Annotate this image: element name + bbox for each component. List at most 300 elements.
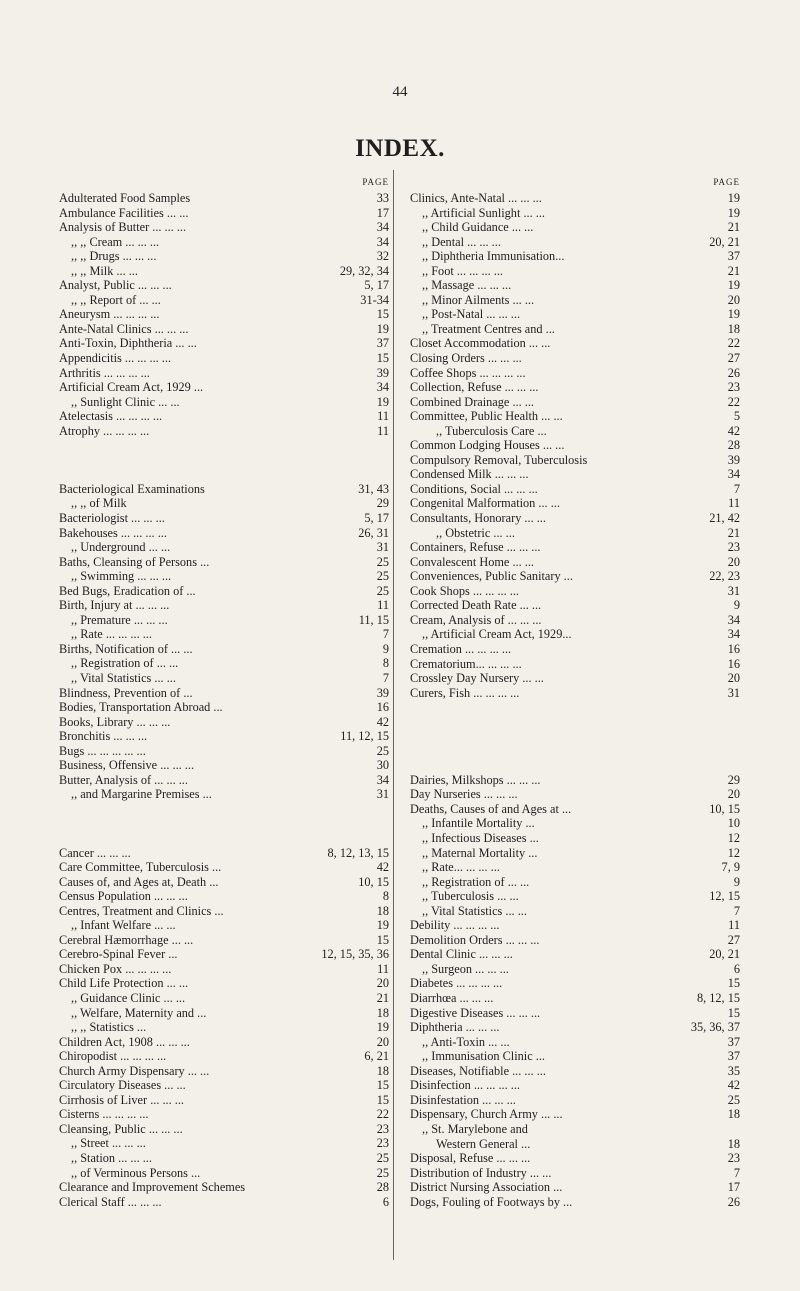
index-entry-label: Convalescent Home ... ... (410, 554, 534, 569)
index-entry (410, 846, 740, 861)
index-entry-label: Chicken Pox ... ... ... ... (59, 961, 172, 976)
index-entry-page: 12, 15, 35, 36 (318, 947, 389, 962)
index-entry-label: Ambulance Facilities ... ... (59, 205, 189, 220)
index-entry-page: 18 (725, 1137, 740, 1152)
index-entry-page: 29 (725, 773, 740, 788)
index-entry (59, 933, 389, 948)
index-entry-page: 18 (725, 1107, 740, 1122)
section-gap (410, 700, 740, 744)
index-entry (59, 904, 389, 919)
index-entry-page: 19 (725, 307, 740, 322)
index-entry (59, 526, 389, 541)
index-entry-page: 22 (725, 336, 740, 351)
index-entry-page: 21 (725, 264, 740, 279)
index-entry (410, 875, 740, 890)
index-entry (410, 249, 740, 264)
index-entry-label: Demolition Orders ... ... ... (410, 932, 540, 947)
index-entry-page: 6, 21 (361, 1049, 389, 1064)
index-entry-page: 20, 21 (706, 947, 740, 962)
index-entry-page: 23 (374, 1122, 389, 1137)
index-entry (410, 1093, 740, 1108)
index-entry-page: 34 (374, 380, 389, 395)
index-entry-page: 9 (731, 875, 740, 890)
index-entry (59, 976, 389, 991)
index-entry (410, 627, 740, 642)
index-entry-label: Bronchitis ... ... ... (59, 729, 148, 744)
index-entry (410, 438, 740, 453)
index-entry-label: Clinics, Ante-Natal ... ... ... (410, 191, 542, 205)
index-entry-label: Books, Library ... ... ... (59, 714, 171, 729)
page-heading-label: PAGE (713, 177, 740, 187)
index-entry (59, 846, 389, 861)
index-entry (410, 613, 740, 628)
index-entry (59, 191, 389, 206)
index-entry-page: 18 (374, 904, 389, 919)
page-number: 44 (392, 84, 408, 100)
index-entry-page: 20 (725, 787, 740, 802)
index-entry-label: Centres, Treatment and Clinics ... (59, 903, 224, 918)
index-entry (59, 642, 389, 657)
index-entry (59, 1166, 389, 1181)
index-entry-page: 11, 12, 15 (337, 729, 389, 744)
index-entry-page: 6 (731, 962, 740, 977)
index-entry (59, 947, 389, 962)
index-entry-label: Crematorium... ... ... ... (410, 656, 522, 671)
index-entry-label: Digestive Diseases ... ... ... (410, 1005, 541, 1020)
index-entry-page: 27 (725, 351, 740, 366)
index-entry-page: 20 (725, 293, 740, 308)
index-entry-page: 10, 15 (706, 802, 740, 817)
index-entry-label: ,, Registration of ... ... (422, 874, 530, 889)
index-entry-page: 25 (374, 584, 389, 599)
index-entry-page: 20 (725, 671, 740, 686)
index-entry-label: Dogs, Fouling of Footways by ... (410, 1194, 573, 1209)
index-entry-label: ,, Artificial Cream Act, 1929... (422, 627, 572, 642)
index-entry-page: 10, 15 (355, 875, 389, 890)
index-entry-label: ,, ,, Statistics ... (71, 1020, 147, 1035)
index-entry (59, 671, 389, 686)
index-column-left (59, 175, 389, 1209)
index-entry-page: 20 (374, 976, 389, 991)
index-entry (59, 278, 389, 293)
index-entry (59, 1006, 389, 1021)
index-entry-page: 11 (725, 918, 740, 933)
index-entry-page: 19 (374, 1020, 389, 1035)
index-entry-page: 37 (725, 1049, 740, 1064)
index-entry-label: Diseases, Notifiable ... ... ... (410, 1063, 546, 1078)
index-entry-label: Common Lodging Houses ... ... (410, 438, 565, 453)
index-entry (59, 336, 389, 351)
index-entry-page: 26 (725, 1195, 740, 1210)
index-entry-label: ,, ,, of Milk (71, 496, 127, 511)
index-entry (59, 220, 389, 235)
index-entry-page: 39 (725, 453, 740, 468)
index-entry-label: Adulterated Food Samples (59, 191, 191, 205)
index-entry-label: ,, Rate... ... ... ... (422, 860, 500, 875)
index-entry-page: 39 (374, 366, 389, 381)
index-entry (59, 860, 389, 875)
index-entry-page: 34 (725, 613, 740, 628)
index-entry-page: 35 (725, 1064, 740, 1079)
index-entry-page: 5, 17 (361, 511, 389, 526)
index-entry-label: ,, Premature ... ... ... (71, 612, 168, 627)
index-entry-page: 15 (374, 351, 389, 366)
index-entry-page: 17 (725, 1180, 740, 1195)
index-entry (410, 467, 740, 482)
index-entry-label: Diabetes ... ... ... ... (410, 976, 503, 991)
index-entry-label: Bed Bugs, Eradication of ... (59, 583, 196, 598)
index-entry-page: 20, 21 (706, 235, 740, 250)
index-entry-label: Circulatory Diseases ... ... (59, 1078, 186, 1093)
index-entry-label: Crossley Day Nursery ... ... (410, 671, 544, 686)
index-entry-page: 7 (380, 627, 389, 642)
index-entry-label: Church Army Dispensary ... ... (59, 1063, 210, 1078)
index-entry-label: Anti-Toxin, Diphtheria ... ... (59, 336, 197, 351)
index-entry-label: ,, Minor Ailments ... ... (422, 292, 535, 307)
index-entry-page: 26 (725, 366, 740, 381)
index-entry-label: ,, Station ... ... ... (71, 1151, 152, 1165)
index-entry-label: ,, Anti-Toxin ... ... (422, 1034, 510, 1049)
index-entry (410, 191, 740, 206)
index-entry (59, 686, 389, 701)
index-entry-page: 42 (374, 860, 389, 875)
index-entry (410, 220, 740, 235)
index-entry (59, 1078, 389, 1093)
index-entry-label: Cisterns ... ... ... ... (59, 1107, 149, 1122)
index-entry (59, 744, 389, 759)
index-entry-page: 31 (374, 787, 389, 802)
index-entry-label: Butter, Analysis of ... ... ... (59, 772, 188, 787)
index-entry-label: ,, Surgeon ... ... ... (422, 961, 509, 976)
index-entry (410, 1195, 740, 1210)
index-entry (410, 569, 740, 584)
index-entry (410, 1107, 740, 1122)
index-entry (59, 700, 389, 715)
index-entry-page: 35, 36, 37 (688, 1020, 740, 1035)
index-entry-label: ,, Swimming ... ... ... (71, 569, 172, 584)
index-entry-label: Cleansing, Public ... ... ... (59, 1121, 183, 1136)
index-entry-label: ,, ,, Cream ... ... ... (71, 234, 160, 249)
index-entry-page: 19 (374, 918, 389, 933)
index-entry-page: 23 (725, 540, 740, 555)
index-entry-label: ,, of Verminous Persons ... (71, 1165, 201, 1180)
index-entry (410, 947, 740, 962)
index-title: INDEX. (355, 135, 445, 162)
index-entry (59, 424, 389, 439)
index-entry (410, 351, 740, 366)
index-entry (410, 526, 740, 541)
index-entry (410, 511, 740, 526)
index-entry-label: Ante-Natal Clinics ... ... ... (59, 321, 189, 336)
index-entry (59, 511, 389, 526)
index-entry-label: Atrophy ... ... ... ... (59, 423, 150, 438)
index-entry-label: Children Act, 1908 ... ... ... (59, 1034, 190, 1049)
index-entry-page: 21 (725, 220, 740, 235)
index-entry-label: Appendicitis ... ... ... ... (59, 351, 172, 366)
index-entry (59, 540, 389, 555)
index-entry-label: Clearance and Improvement Schemes (59, 1180, 246, 1195)
index-entry-page: 7 (380, 671, 389, 686)
index-entry-page: 21 (374, 991, 389, 1006)
index-entry (59, 482, 389, 497)
index-entry-label: Cerebro-Spinal Fever ... (59, 947, 178, 962)
index-entry (59, 1151, 389, 1166)
index-entry-page: 18 (374, 1064, 389, 1079)
index-entry (410, 1122, 740, 1137)
index-entry-label: ,, Obstetric ... ... (436, 525, 515, 540)
index-entry (410, 976, 740, 991)
index-entry-label: Bugs ... ... ... ... ... (59, 743, 146, 758)
index-entry-page: 31, 43 (355, 482, 389, 497)
index-entry (59, 235, 389, 250)
index-entry-label: Committee, Public Health ... ... (410, 409, 563, 424)
index-entry-page: 11 (374, 424, 389, 439)
index-entry-label: Conveniences, Public Sanitary ... (410, 569, 573, 584)
index-entry-page: 34 (725, 627, 740, 642)
index-entry-page: 9 (731, 598, 740, 613)
index-entry-label: ,, Tuberculosis ... ... (422, 889, 519, 904)
index-entry-label: Cremation ... ... ... ... (410, 641, 512, 656)
index-entry (59, 962, 389, 977)
index-entry (410, 1020, 740, 1035)
index-entry-page: 20 (725, 555, 740, 570)
index-entry-label: Bakehouses ... ... ... ... (59, 525, 167, 540)
index-entry-page: 34 (374, 235, 389, 250)
index-entry (59, 1122, 389, 1137)
index-entry (59, 1136, 389, 1151)
section-gap (410, 744, 740, 773)
index-entry-page: 31 (725, 686, 740, 701)
index-entry (59, 569, 389, 584)
index-entry-label: Baths, Cleansing of Persons ... (59, 554, 210, 569)
index-entry (59, 264, 389, 279)
index-entry (59, 555, 389, 570)
index-entry-page: 39 (374, 686, 389, 701)
index-entry-label: Causes of, and Ages at, Death ... (59, 874, 219, 889)
index-entry (410, 962, 740, 977)
index-entry-label: Collection, Refuse ... ... ... (410, 380, 539, 395)
index-entry-page: 25 (374, 1166, 389, 1181)
index-entry (59, 715, 389, 730)
index-entry-label: Chiropodist ... ... ... ... (59, 1049, 167, 1064)
index-entry-page: 23 (725, 380, 740, 395)
index-entry (59, 1093, 389, 1108)
index-entry (59, 409, 389, 424)
index-entry-label: ,, Infectious Diseases ... (422, 831, 539, 846)
index-entry-page: 37 (725, 249, 740, 264)
index-entry-page: 6 (380, 1195, 389, 1210)
index-entry (410, 816, 740, 831)
index-entry (59, 307, 389, 322)
index-entry-page: 5, 17 (361, 278, 389, 293)
index-entry-label: Condensed Milk ... ... ... (410, 467, 529, 482)
index-entry (59, 584, 389, 599)
index-entry-page: 31-34 (357, 293, 389, 308)
index-entry (59, 627, 389, 642)
index-entry (59, 758, 389, 773)
index-entry-page: 34 (374, 220, 389, 235)
index-entry (410, 657, 740, 672)
index-entry-label: Bacteriological Examinations (59, 481, 205, 496)
index-entry (59, 1180, 389, 1195)
index-entry-label: Corrected Death Rate ... ... (410, 598, 542, 613)
index-entry-label: Arthritis ... ... ... ... (59, 365, 150, 380)
index-entry-page: 33 (374, 191, 389, 206)
index-entry-page: 23 (374, 1136, 389, 1151)
index-entry-label: Analysis of Butter ... ... ... (59, 220, 187, 235)
section-gap (59, 438, 389, 482)
index-entry (410, 1151, 740, 1166)
section-gap (59, 802, 389, 846)
index-entry (410, 409, 740, 424)
index-entry-page: 25 (725, 1093, 740, 1108)
index-entry-page: 7 (731, 1166, 740, 1181)
index-entry-label: Cerebral Hæmorrhage ... ... (59, 932, 194, 947)
index-entry-page: 20 (374, 1035, 389, 1050)
index-entry-label: Curers, Fish ... ... ... ... (410, 685, 520, 700)
index-entry-label: Disinfestation ... ... ... (410, 1092, 516, 1107)
index-entry-label: Business, Offensive ... ... ... (59, 758, 195, 773)
index-entry (410, 773, 740, 788)
index-entry-label: Aneurysm ... ... ... ... (59, 307, 160, 322)
index-entry-page: 15 (374, 307, 389, 322)
index-entry-page: 27 (725, 933, 740, 948)
index-entry (410, 1078, 740, 1093)
index-entry-label: ,, Dental ... ... ... (422, 234, 501, 249)
index-entry-label: ,, Artificial Sunlight ... ... (422, 205, 545, 220)
index-entry-label: Bodies, Transportation Abroad ... (59, 700, 223, 715)
index-entry-label: Care Committee, Tuberculosis ... (59, 860, 222, 875)
index-entry (410, 1049, 740, 1064)
index-entry-page: 8, 12, 13, 15 (325, 846, 389, 861)
index-entry-label: ,, Sunlight Clinic ... ... (71, 394, 180, 409)
index-entry-page: 42 (725, 1078, 740, 1093)
index-entry (410, 802, 740, 817)
index-entry (410, 584, 740, 599)
index-entry-page: 15 (374, 933, 389, 948)
index-entry (59, 322, 389, 337)
index-entry-page: 12 (725, 831, 740, 846)
index-entry-page: 22 (374, 1107, 389, 1122)
index-entry (59, 875, 389, 890)
index-entry-label: Disinfection ... ... ... ... (410, 1078, 520, 1093)
index-entry (410, 1180, 740, 1195)
index-entry-label: Disposal, Refuse ... ... ... (410, 1151, 531, 1166)
index-entry-page: 19 (374, 322, 389, 337)
index-entry (410, 482, 740, 497)
index-entry (410, 787, 740, 802)
index-entry-page: 19 (725, 206, 740, 221)
index-entry (59, 1049, 389, 1064)
index-entry-label: Dispensary, Church Army ... ... (410, 1107, 563, 1122)
index-entry-label: Closing Orders ... ... ... (410, 351, 522, 366)
index-entry-label: Dairies, Milkshops ... ... ... (410, 772, 541, 787)
index-entry-label: ,, Massage ... ... ... (422, 278, 512, 293)
index-entry-page: 12, 15 (706, 889, 740, 904)
index-entry (59, 787, 389, 802)
index-entry-page: 8 (380, 889, 389, 904)
index-entry-label: Artificial Cream Act, 1929 ... (59, 380, 204, 395)
index-entry-label: ,, Foot ... ... ... ... (422, 263, 503, 278)
index-entry-label: Diarrhœa ... ... ... (410, 991, 494, 1006)
index-entry-label: Blindness, Prevention of ... (59, 685, 193, 700)
index-entry-label: ,, Maternal Mortality ... (422, 845, 538, 860)
index-entry (59, 1064, 389, 1079)
index-entry-page: 21, 42 (706, 511, 740, 526)
index-entry (59, 366, 389, 381)
index-entry (59, 1035, 389, 1050)
index-entry-label: ,, ,, Report of ... ... (71, 292, 161, 307)
index-entry-page: 28 (374, 1180, 389, 1195)
page-heading-right (410, 175, 740, 191)
index-entry-page: 30 (374, 758, 389, 773)
index-entry-page: 7 (731, 904, 740, 919)
index-entry-label: ,, Post-Natal ... ... ... (422, 307, 521, 322)
index-entry (59, 206, 389, 221)
index-entry-page: 29, 32, 34 (337, 264, 389, 279)
index-entry-label: Diphtheria ... ... ... (410, 1020, 500, 1035)
index-entry-label: Consultants, Honorary ... ... (410, 511, 546, 526)
index-entry (410, 671, 740, 686)
index-entry (59, 1195, 389, 1210)
index-entry (59, 1107, 389, 1122)
index-entry-page: 25 (374, 569, 389, 584)
index-entry-page: 18 (725, 322, 740, 337)
index-entry-label: Bacteriologist ... ... ... (59, 510, 165, 525)
index-entry (410, 1035, 740, 1050)
page-heading-label: PAGE (362, 177, 389, 187)
index-entry-page: 7 (731, 482, 740, 497)
index-entry (59, 395, 389, 410)
index-entry-label: ,, Tuberculosis Care ... (436, 423, 547, 438)
index-entry-label: ,, Welfare, Maternity and ... (71, 1005, 207, 1020)
index-entry (410, 642, 740, 657)
index-entry-label: ,, Infantile Mortality ... (422, 816, 535, 831)
index-entry-page: 9 (380, 642, 389, 657)
index-entry-label: Congenital Malformation ... ... (410, 496, 560, 511)
index-entry (59, 889, 389, 904)
index-entry-label: ,, Rate ... ... ... ... (71, 627, 152, 642)
index-entry-page: 37 (725, 1035, 740, 1050)
index-entry (59, 991, 389, 1006)
index-entry-page: 31 (725, 584, 740, 599)
index-entry-page: 26, 31 (355, 526, 389, 541)
index-entry (410, 395, 740, 410)
index-entry-label: Census Population ... ... ... (59, 889, 188, 904)
index-entry (410, 540, 740, 555)
index-list-left (59, 191, 389, 1209)
index-entry (410, 424, 740, 439)
index-entry-page: 11 (374, 962, 389, 977)
index-entry-label: Day Nurseries ... ... ... (410, 787, 518, 802)
index-entry-label: Coffee Shops ... ... ... ... (410, 365, 526, 380)
index-entry (410, 1006, 740, 1021)
index-entry (410, 235, 740, 250)
index-entry-label: ,, Infant Welfare ... ... (71, 918, 176, 933)
index-entry-page: 16 (725, 642, 740, 657)
index-entry-page: 7, 9 (719, 860, 740, 875)
index-entry-label: Distribution of Industry ... ... (410, 1165, 552, 1180)
index-entry (410, 206, 740, 221)
index-entry-page: 29 (374, 496, 389, 511)
index-entry (59, 613, 389, 628)
index-entry (59, 1020, 389, 1035)
index-entry (410, 307, 740, 322)
index-entry-page: 16 (374, 700, 389, 715)
index-entry (410, 496, 740, 511)
index-entry-page: 37 (374, 336, 389, 351)
index-entry-label: ,, Immunisation Clinic ... (422, 1049, 545, 1064)
